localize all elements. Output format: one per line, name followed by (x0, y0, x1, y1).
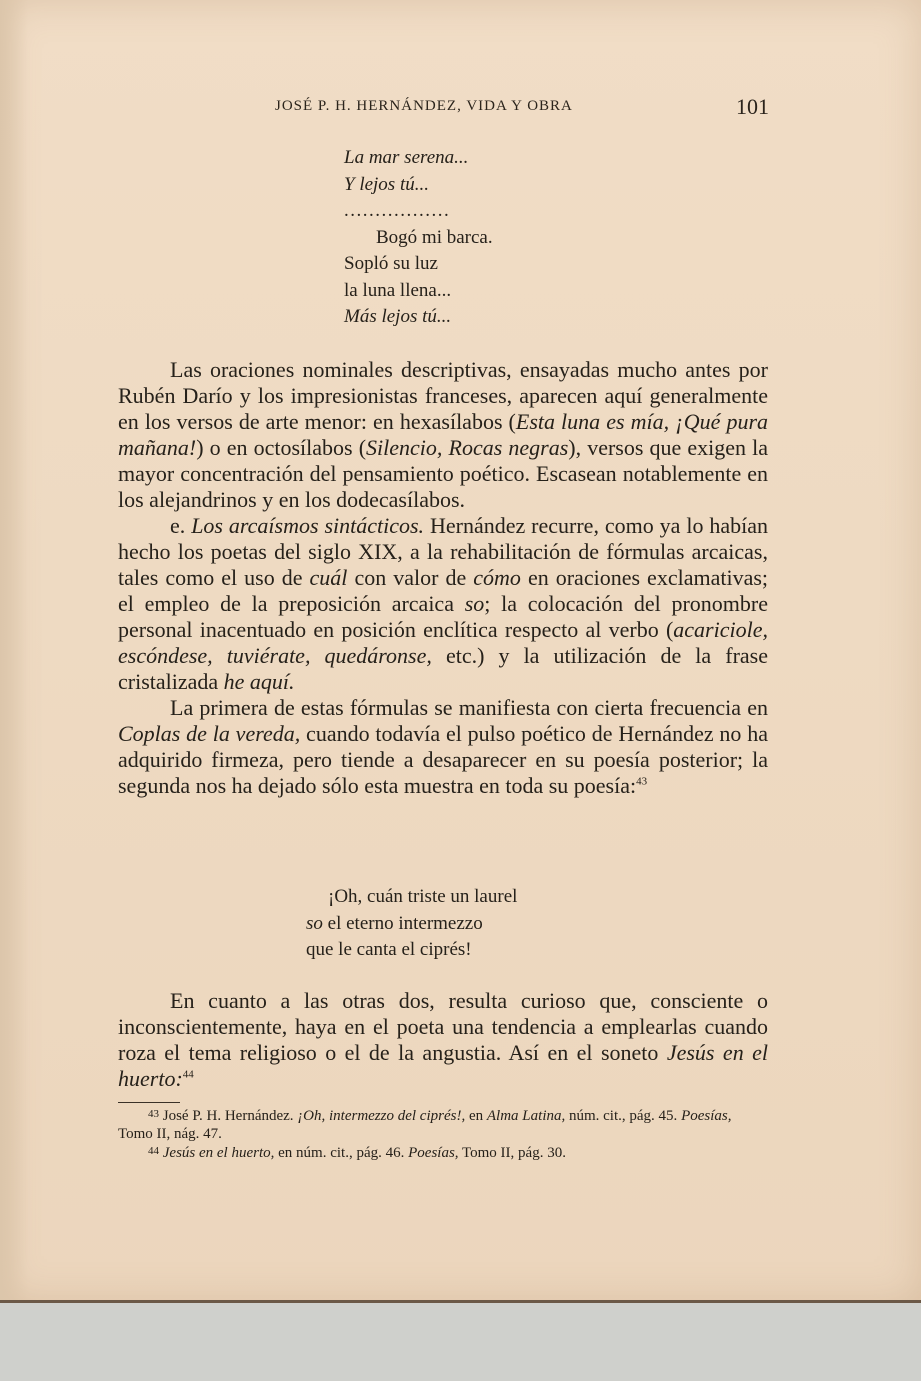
body-text-upper (118, 357, 768, 799)
poem-line: Bogó mi barca. (376, 226, 493, 248)
running-title: JOSÉ P. H. HERNÁNDEZ, VIDA Y OBRA (275, 98, 573, 114)
poem-line: La mar serena... (344, 147, 469, 168)
paragraph: La primera de estas fórmulas se manifiesta con cierta frecuencia en Coplas de la vereda, cuando todavía el pulso poético de Hernández no ha adquirido firmeza, pero tiende a desaparecer en su poesía posterior; la segunda nos ha dejado sólo esta muestra en toda su poesía:$^{43}$ (118, 695, 769, 798)
poem-line: Sopló su luz (344, 253, 438, 274)
poem-line: Y lejos tú... (344, 173, 429, 195)
footnotes (118, 1106, 768, 1163)
poem-stanza-2 (306, 884, 518, 964)
footnote-ref: 43 (636, 775, 648, 788)
footnote-ref: 44 (182, 1068, 194, 1081)
paragraph: e. Los arcaísmos sintácticos. Hernández recurre, como ya lo habían hecho los poetas del siglo XIX, a la rehabilitación de fórmulas arcaicas, tales como el uso de cuál con valor de cómo en oraciones exclamativas; el empleo de la preposición arcaica so; la colocación del pronombre personal inacentuado en posición enclítica respecto al verbo (acariciole, escóndese, tuviérate, quedáronse, etc.) y la utilización de la frase cristalizada he aquí. (118, 513, 769, 694)
poem-line: que le canta el ciprés! (306, 939, 472, 960)
paragraph: Las oraciones nominales descriptivas, ensayadas mucho antes por Rubén Darío y los impresionistas franceses, aparecen aquí generalmente en los versos de arte menor: en hexasílabos (Esta luna es mía, ¡Qué pura mañana!) o en octosílabos (Silencio, Rocas negras), versos que exigen la mayor concentración del pensamiento poético. Escasean notablemente en los alejandrinos y en los dodecasílabos. (118, 357, 768, 512)
poem-stanza-1 (344, 145, 493, 331)
body-text-lower (118, 988, 768, 1092)
footnote-44: $^{44}$ Jesús en el huerto, en núm. cit., pág. 46. Poesías, Tomo II, pág. 30. (148, 1145, 566, 1161)
page-bottom-edge (0, 1300, 921, 1303)
paragraph: En cuanto a las otras dos, resulta curioso que, consciente o inconscientemente, haya en el poeta una tendencia a emplearlas cuando roza el tema religioso o el de la angustia. Así en el soneto Jesús en el huerto:$^{44}$ (118, 988, 768, 1091)
page-shadow (0, 0, 28, 1303)
poem-ellipsis-line: ................. (344, 200, 451, 221)
poem-line: la luna llena... (344, 279, 452, 301)
poem-line: ¡Oh, cuán triste un laurel (328, 886, 518, 907)
footnote-divider (118, 1102, 180, 1103)
poem-line: Más lejos tú... (344, 306, 452, 327)
poem-line: so el eterno intermezzo (306, 912, 483, 934)
footnote-43: $^{43}$ José P. H. Hernández. ¡Oh, intermezzo del ciprés!, en Alma Latina, núm. cit., pág. 45. Poesías, Tomo II, nág. 47. (118, 1108, 732, 1142)
page-number: 101 (736, 94, 769, 119)
